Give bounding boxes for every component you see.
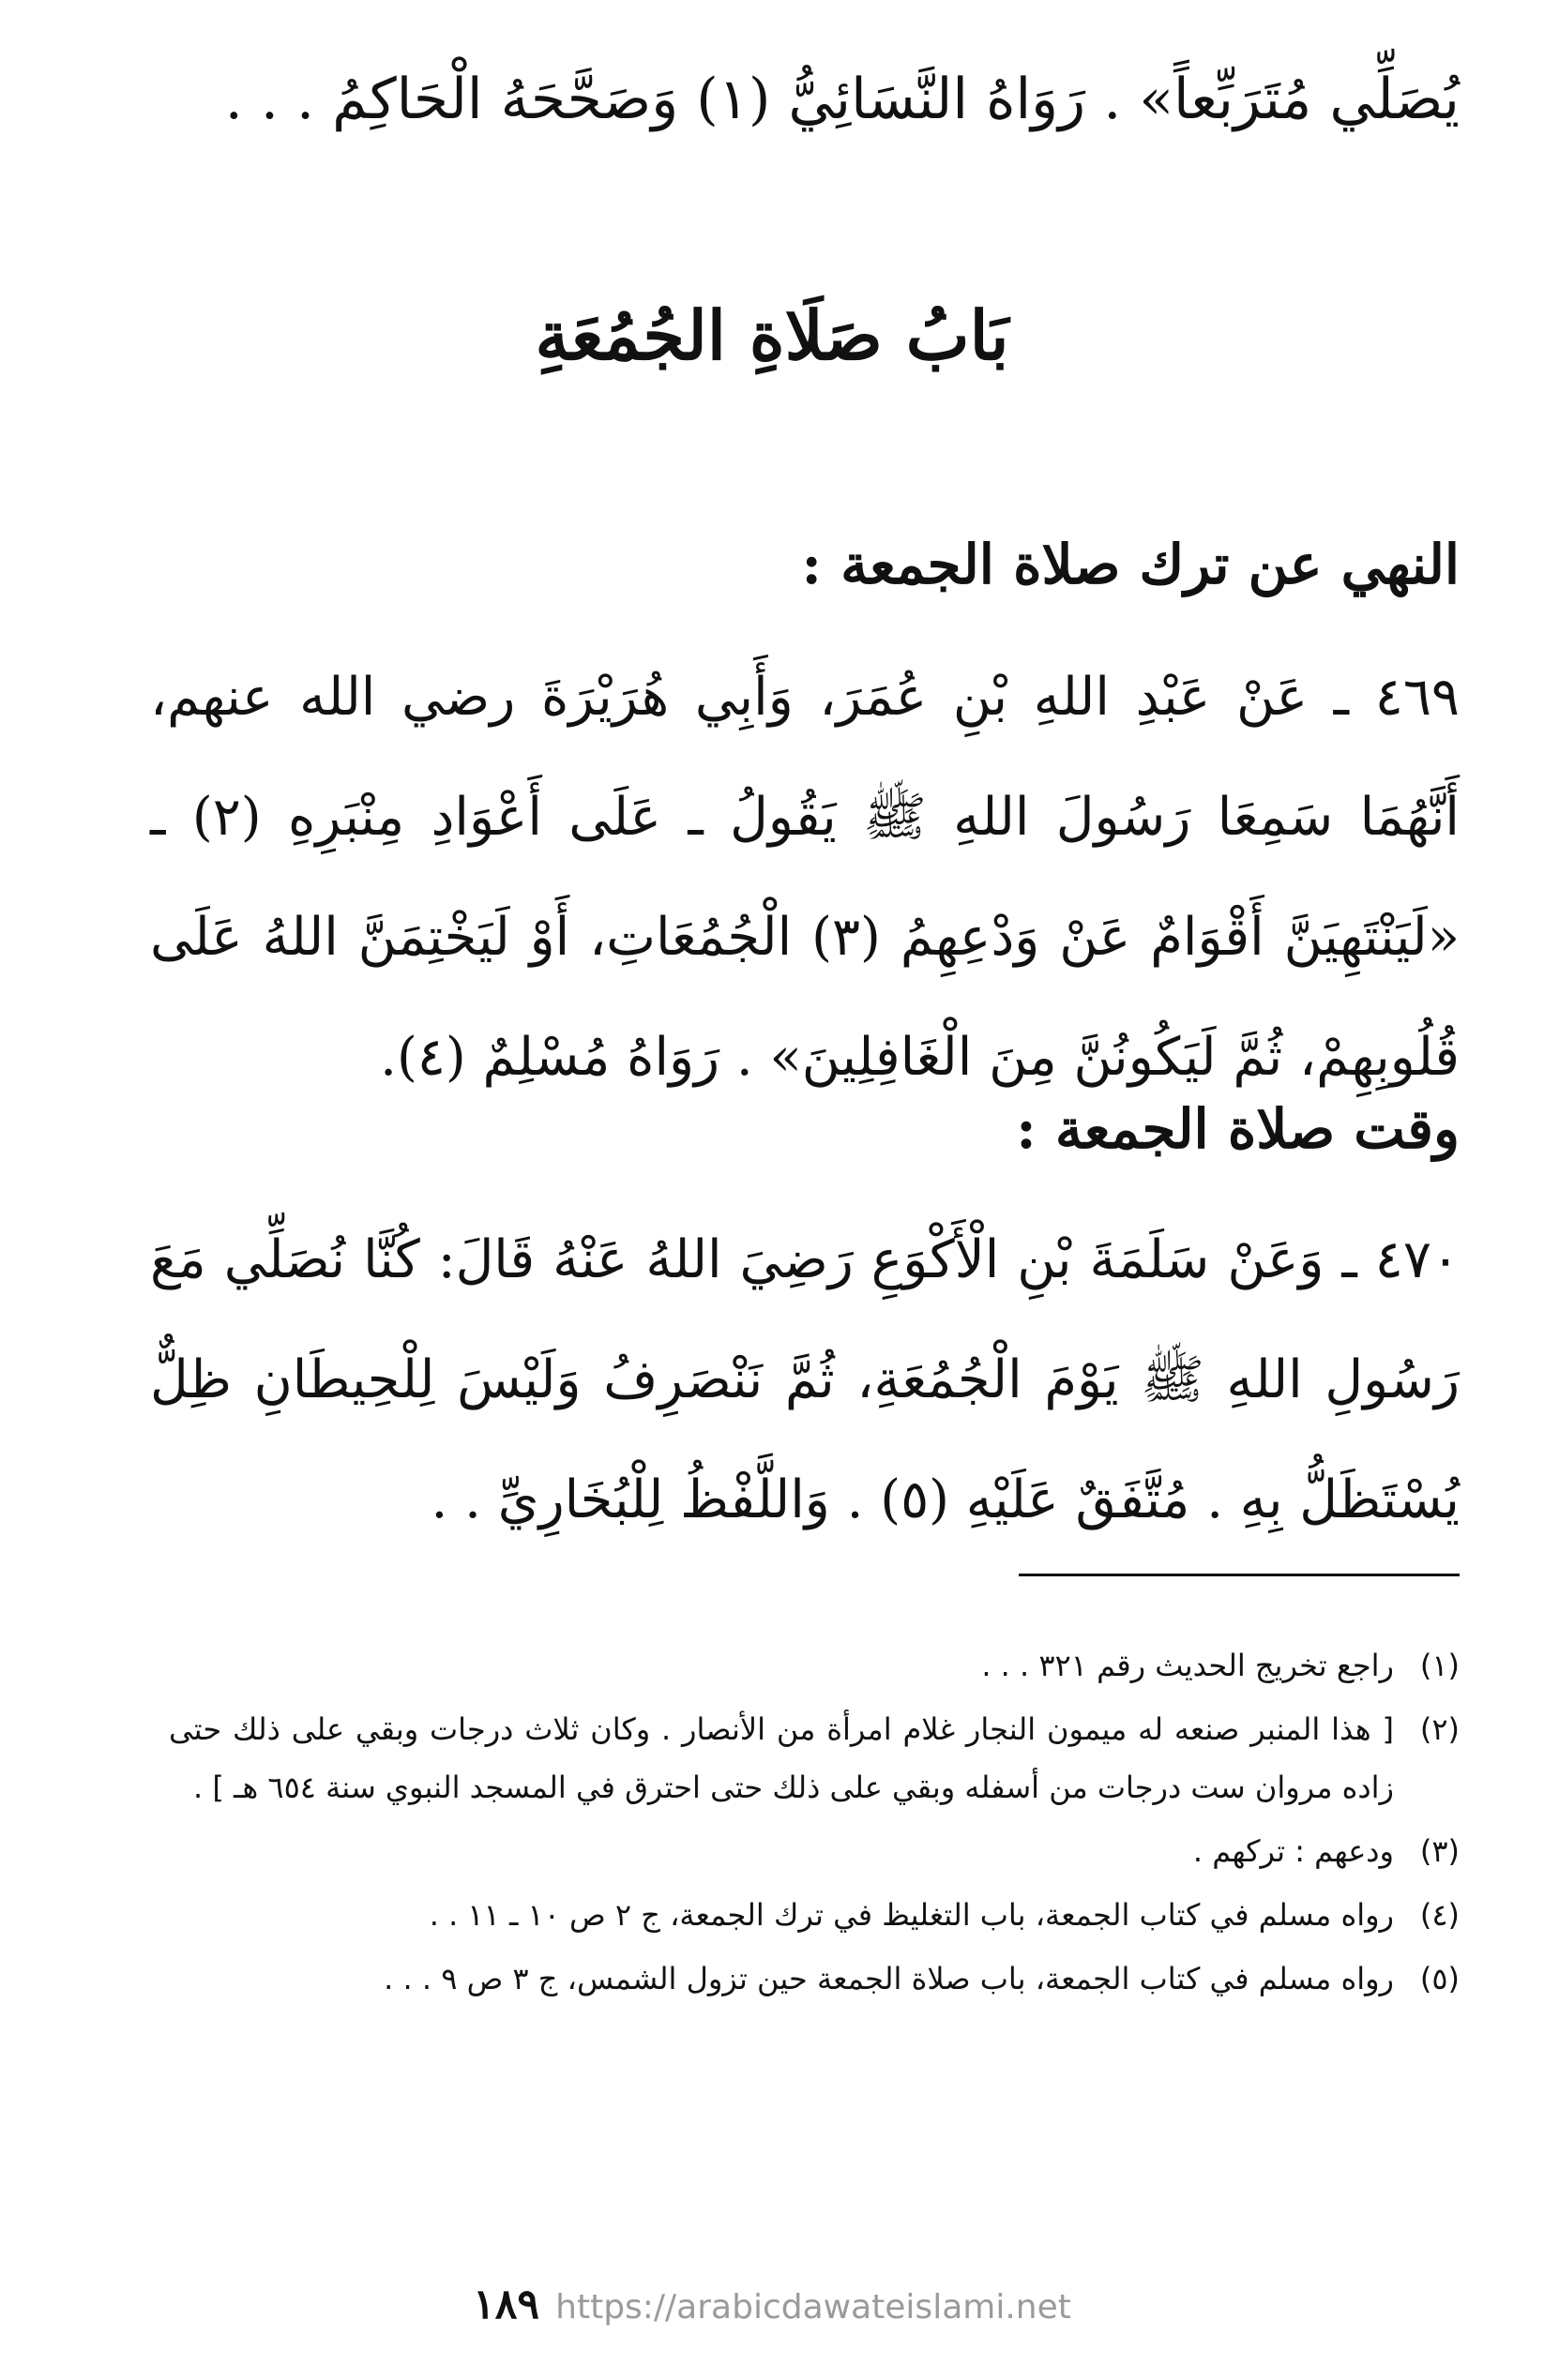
page-footer xyxy=(0,2281,1544,2328)
footnote xyxy=(169,1700,1460,1816)
watermark-url: https://arabicdawateislami.net xyxy=(555,2288,1071,2327)
footnote-text: رواه مسلم في كتاب الجمعة، باب صلاة الجمعة حين تزول الشمس، ج ٣ ص ٩ . . . xyxy=(384,1961,1394,1996)
section-heading: النهي عن ترك صلاة الجمعة : xyxy=(801,533,1460,596)
footnote-divider xyxy=(1019,1574,1460,1576)
footnote-marker: (٥) xyxy=(1419,1961,1460,1996)
page-number: ١٨٩ xyxy=(473,2281,540,2328)
section-heading: وقت صلاة الجمعة : xyxy=(1016,1097,1460,1161)
footnote xyxy=(169,1886,1460,1944)
hadith-470: ٤٧٠ ـ وَعَنْ سَلَمَةَ بْنِ الْأَكْوَعِ رَضِيَ اللهُ عَنْهُ قَالَ: كُنَّا نُصَلِّي مَعَ رَسُولِ اللهِ ﷺ يَوْمَ الْجُمُعَةِ، ثُمَّ نَنْصَرِفُ وَلَيْسَ لِلْحِيطَانِ ظِلٌّ يُسْتَظَلُّ بِهِ . مُتَّفَقٌ عَلَيْهِ (٥) . وَاللَّفْظُ لِلْبُخَارِيِّ . . xyxy=(150,1229,1460,1530)
intro-line: يُصَلِّي مُتَرَبِّعاً» . رَوَاهُ النَّسَائِيُّ (١) وَصَحَّحَهُ الْحَاكِمُ . . . xyxy=(224,67,1460,132)
footnote-text: [ هذا المنبر صنعه له ميمون النجار غلام امرأة من الأنصار . وكان ثلاث درجات وبقي على ذلك حتى زاده مروان ست درجات من أسفله وبقي على ذلك حتى احترق في المسجد النبوي سنة ٦٥٤ هـ ] . xyxy=(169,1711,1394,1805)
footnote-marker: (٤) xyxy=(1419,1897,1460,1933)
footnote-marker: (٣) xyxy=(1419,1833,1460,1869)
hadith-469: ٤٦٩ ـ عَنْ عَبْدِ اللهِ بْنِ عُمَرَ، وَأَبِي هُرَيْرَةَ رضي الله عنهم، أَنَّهُمَا سَمِعَا رَسُولَ اللهِ ﷺ يَقُولُ ـ عَلَى أَعْوَادِ مِنْبَرِهِ (٢) ـ «لَيَنْتَهِيَنَّ أَقْوَامٌ عَنْ وَدْعِهِمُ (٣) الْجُمُعَاتِ، أَوْ لَيَخْتِمَنَّ اللهُ عَلَى قُلُوبِهِمْ، ثُمَّ لَيَكُونُنَّ مِنَ الْغَافِلِينَ» . رَوَاهُ مُسْلِمٌ (٤). xyxy=(150,667,1460,1088)
footnote xyxy=(169,1822,1460,1880)
footnote-marker: (١) xyxy=(1419,1648,1460,1683)
footnote-text: ودعهم : تركهم . xyxy=(1192,1833,1394,1869)
footnote xyxy=(169,1636,1460,1695)
footnote xyxy=(169,1950,1460,2008)
footnote-marker: (٢) xyxy=(1419,1711,1460,1747)
footnote-text: رواه مسلم في كتاب الجمعة، باب التغليظ في ترك الجمعة، ج ٢ ص ١٠ ـ ١١ . . xyxy=(429,1897,1394,1933)
footnote-text: راجع تخريج الحديث رقم ٣٢١ . . . xyxy=(981,1648,1394,1683)
chapter-title: بَابُ صَلَاةِ الجُمُعَةِ xyxy=(535,295,1009,375)
footnotes xyxy=(169,1636,1460,2013)
